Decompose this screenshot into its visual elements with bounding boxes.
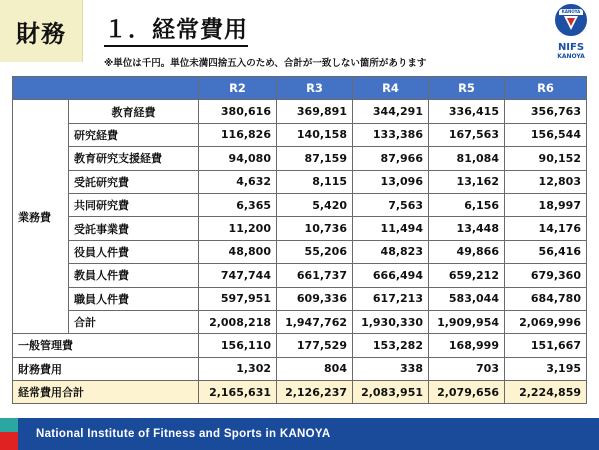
logo-v-accent xyxy=(567,18,575,26)
table-row xyxy=(13,123,587,146)
value-cell: 2,083,951 xyxy=(353,381,429,404)
value-cell: 2,008,218 xyxy=(199,310,277,333)
table-row xyxy=(13,147,587,170)
nifs-logo xyxy=(548,4,594,62)
row-label: 経常費用合計 xyxy=(13,381,199,404)
value-cell: 2,079,656 xyxy=(429,381,505,404)
value-cell: 13,162 xyxy=(429,170,505,193)
value-cell: 380,616 xyxy=(199,100,277,123)
value-cell: 11,494 xyxy=(353,217,429,240)
value-cell: 804 xyxy=(277,357,353,380)
row-label: 教員人件費 xyxy=(69,264,199,287)
table-row xyxy=(13,310,587,333)
value-cell: 90,152 xyxy=(505,147,587,170)
value-cell: 609,336 xyxy=(277,287,353,310)
value-cell: 177,529 xyxy=(277,334,353,357)
value-cell: 747,744 xyxy=(199,264,277,287)
value-cell: 167,563 xyxy=(429,123,505,146)
row-label: 一般管理費 xyxy=(13,334,199,357)
value-cell: 87,159 xyxy=(277,147,353,170)
table-row xyxy=(13,264,587,287)
footer-bar xyxy=(0,418,599,450)
value-cell: 56,416 xyxy=(505,240,587,263)
value-cell: 5,420 xyxy=(277,193,353,216)
expense-table xyxy=(12,76,587,404)
value-cell: 13,448 xyxy=(429,217,505,240)
row-label: 研究経費 xyxy=(69,123,199,146)
value-cell: 617,213 xyxy=(353,287,429,310)
table-header-row xyxy=(13,77,587,100)
unit-note: ※単位は千円。単位未満四捨五入のため、合計が一致しない箇所があります xyxy=(104,58,427,69)
value-cell: 1,930,330 xyxy=(353,310,429,333)
table-row xyxy=(13,357,587,380)
row-label: 合計 xyxy=(69,310,199,333)
value-cell: 338 xyxy=(353,357,429,380)
group-label-business: 業務費 xyxy=(13,100,69,334)
value-cell: 4,632 xyxy=(199,170,277,193)
value-cell: 583,044 xyxy=(429,287,505,310)
table-row xyxy=(13,100,587,123)
value-cell: 81,084 xyxy=(429,147,505,170)
grand-total-row xyxy=(13,381,587,404)
row-label: 財務費用 xyxy=(13,357,199,380)
row-label: 教育経費 xyxy=(69,100,199,123)
header-year: R2 xyxy=(199,77,277,100)
value-cell: 116,826 xyxy=(199,123,277,146)
table-row xyxy=(13,287,587,310)
value-cell: 11,200 xyxy=(199,217,277,240)
value-cell: 94,080 xyxy=(199,147,277,170)
header-year: R5 xyxy=(429,77,505,100)
value-cell: 140,158 xyxy=(277,123,353,146)
value-cell: 18,997 xyxy=(505,193,587,216)
value-cell: 659,212 xyxy=(429,264,505,287)
logo-sub: KANOYA xyxy=(557,53,585,60)
table-row xyxy=(13,240,587,263)
value-cell: 356,763 xyxy=(505,100,587,123)
value-cell: 48,823 xyxy=(353,240,429,263)
value-cell: 7,563 xyxy=(353,193,429,216)
value-cell: 3,195 xyxy=(505,357,587,380)
value-cell: 336,415 xyxy=(429,100,505,123)
footer-text: National Institute of Fitness and Sports in KANOYA xyxy=(36,428,331,440)
value-cell: 703 xyxy=(429,357,505,380)
page-title: １．経常費用 xyxy=(104,16,248,47)
row-label: 役員人件費 xyxy=(69,240,199,263)
footer-accent-teal xyxy=(0,418,18,432)
value-cell: 133,386 xyxy=(353,123,429,146)
value-cell: 10,736 xyxy=(277,217,353,240)
value-cell: 1,302 xyxy=(199,357,277,380)
section-tag: 財務 xyxy=(0,0,83,62)
header-year: R6 xyxy=(505,77,587,100)
value-cell: 55,206 xyxy=(277,240,353,263)
value-cell: 369,891 xyxy=(277,100,353,123)
row-label: 教育研究支援経費 xyxy=(69,147,199,170)
value-cell: 49,866 xyxy=(429,240,505,263)
value-cell: 8,115 xyxy=(277,170,353,193)
value-cell: 48,800 xyxy=(199,240,277,263)
value-cell: 151,667 xyxy=(505,334,587,357)
logo-name: NIFS xyxy=(557,42,585,53)
value-cell: 597,951 xyxy=(199,287,277,310)
value-cell: 168,999 xyxy=(429,334,505,357)
table-row xyxy=(13,217,587,240)
value-cell: 14,176 xyxy=(505,217,587,240)
value-cell: 684,780 xyxy=(505,287,587,310)
value-cell: 2,165,631 xyxy=(199,381,277,404)
value-cell: 153,282 xyxy=(353,334,429,357)
table-row xyxy=(13,193,587,216)
value-cell: 6,156 xyxy=(429,193,505,216)
logo-band-text: KANOYA xyxy=(559,9,583,15)
value-cell: 6,365 xyxy=(199,193,277,216)
row-label: 受託研究費 xyxy=(69,170,199,193)
value-cell: 679,360 xyxy=(505,264,587,287)
logo-emblem-icon xyxy=(555,4,587,36)
value-cell: 2,224,859 xyxy=(505,381,587,404)
row-label: 受託事業費 xyxy=(69,217,199,240)
value-cell: 12,803 xyxy=(505,170,587,193)
value-cell: 2,126,237 xyxy=(277,381,353,404)
value-cell: 156,544 xyxy=(505,123,587,146)
table-row xyxy=(13,170,587,193)
value-cell: 87,966 xyxy=(353,147,429,170)
header-blank-cell xyxy=(13,77,199,100)
header-year: R4 xyxy=(353,77,429,100)
row-label: 共同研究費 xyxy=(69,193,199,216)
table-row xyxy=(13,334,587,357)
header-year: R3 xyxy=(277,77,353,100)
value-cell: 1,909,954 xyxy=(429,310,505,333)
value-cell: 661,737 xyxy=(277,264,353,287)
value-cell: 344,291 xyxy=(353,100,429,123)
row-label: 職員人件費 xyxy=(69,287,199,310)
value-cell: 2,069,996 xyxy=(505,310,587,333)
value-cell: 666,494 xyxy=(353,264,429,287)
value-cell: 1,947,762 xyxy=(277,310,353,333)
value-cell: 13,096 xyxy=(353,170,429,193)
value-cell: 156,110 xyxy=(199,334,277,357)
